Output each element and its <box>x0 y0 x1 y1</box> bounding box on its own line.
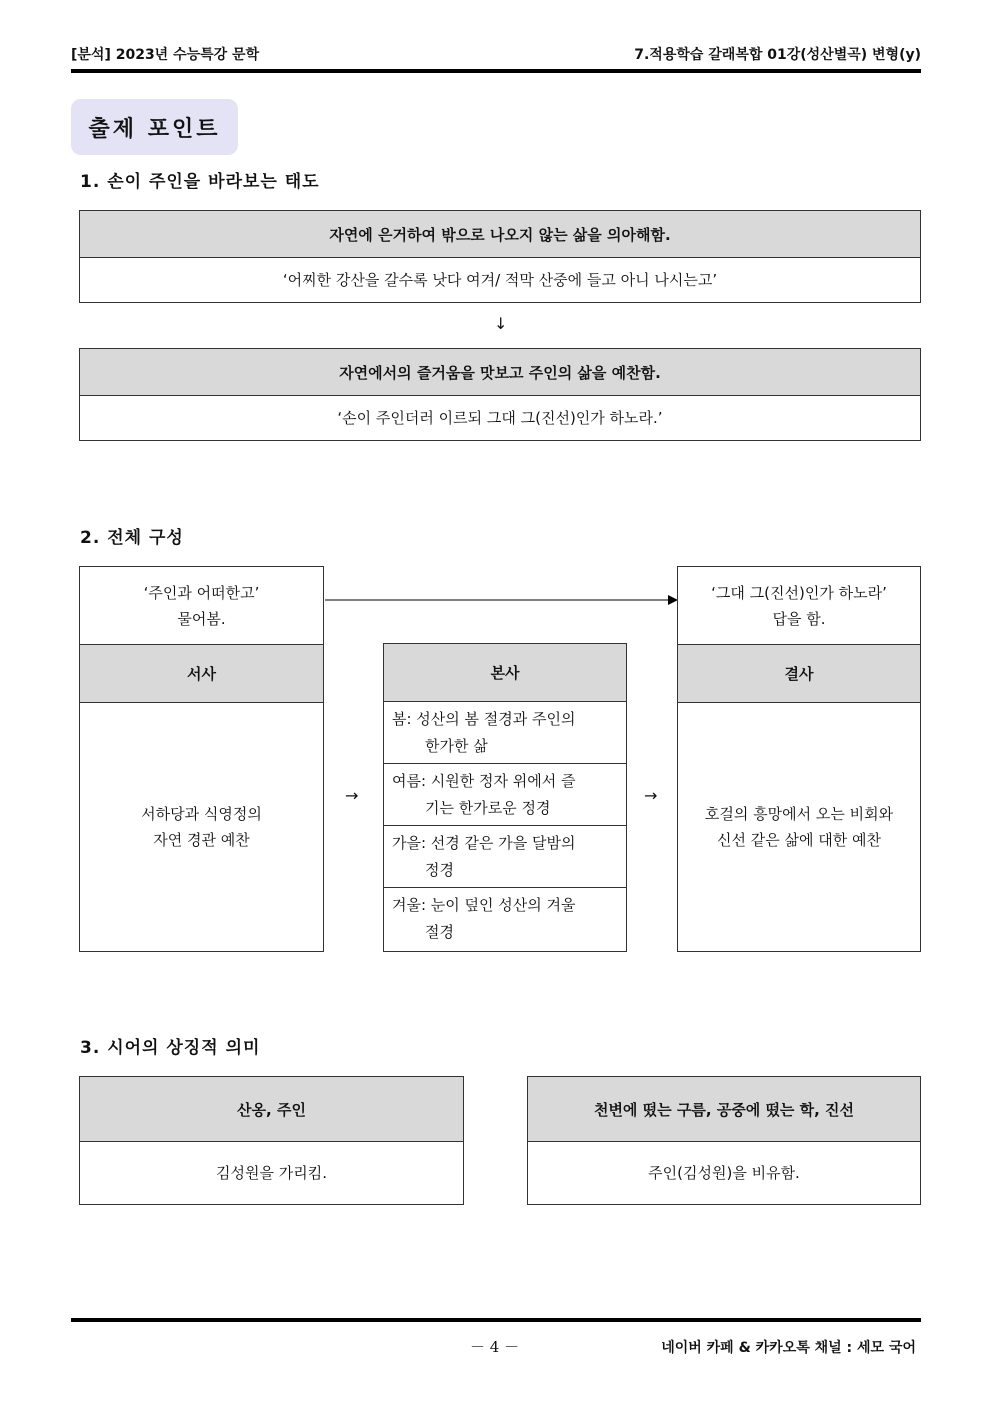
footer-rule <box>71 1318 921 1322</box>
attitude-box-1-body: ‘어찌한 강산을 갈수록 낫다 여겨/ 적막 산중에 들고 아니 나시는고’ <box>80 257 920 302</box>
bonsa-spring <box>384 702 626 764</box>
attitude-box-2-body: ‘손이 주인더러 이르되 그대 그(진선)인가 하노라.’ <box>80 395 920 440</box>
answer-line1: ‘그대 그(진선)인가 하노라’ <box>711 583 887 602</box>
answer-cell <box>678 567 920 644</box>
symbol-right-head: 천변에 떴는 구름, 공중에 떴는 학, 진선 <box>528 1077 920 1141</box>
symbol-right-body: 주인(김성원)을 비유함. <box>528 1141 920 1204</box>
arrow-seosa-bonsa: → <box>345 786 359 805</box>
seosa-column <box>79 566 324 952</box>
gyeolsa-line2: 신선 같은 삶에 대한 예찬 <box>717 831 881 849</box>
symbol-box-right <box>527 1076 921 1205</box>
question-answer-arrow <box>324 592 678 608</box>
bonsa-winter <box>384 888 626 951</box>
gyeolsa-line1: 호걸의 흥망에서 오는 비회와 <box>704 805 894 823</box>
bonsa-head: 본사 <box>384 644 626 702</box>
section2-title: 2. 전체 구성 <box>80 528 184 548</box>
header-left: [분석] 2023년 수능특강 문학 <box>71 47 260 63</box>
bonsa-summer-line1: 여름: 시원한 정자 위에서 즐 <box>392 772 576 790</box>
arrow-bonsa-gyeolsa: → <box>644 786 658 805</box>
seosa-line2: 자연 경관 예찬 <box>153 831 250 849</box>
answer-line2: 답을 함. <box>772 609 826 628</box>
seosa-body <box>80 702 323 951</box>
seosa-line1: 서하당과 식영정의 <box>141 805 262 823</box>
symbol-box-left <box>79 1076 464 1205</box>
attitude-box-2 <box>79 348 921 441</box>
section-badge: 출제 포인트 <box>71 99 238 155</box>
seosa-head: 서사 <box>80 644 323 702</box>
page-number: － 4 － <box>470 1338 520 1356</box>
gyeolsa-column <box>677 566 921 952</box>
header-rule <box>71 69 921 73</box>
bonsa-spring-line2: 한가한 삶 <box>425 737 488 755</box>
down-arrow: ↓ <box>494 314 508 333</box>
bonsa-autumn-line2: 정경 <box>425 861 454 879</box>
bonsa-summer <box>384 764 626 826</box>
attitude-box-1 <box>79 210 921 303</box>
attitude-box-2-head: 자연에서의 즐거움을 맛보고 주인의 삶을 예찬함. <box>80 349 920 395</box>
bonsa-spring-line1: 봄: 성산의 봄 절경과 주인의 <box>392 710 576 728</box>
bonsa-autumn-line1: 가을: 선경 같은 가을 달밤의 <box>392 834 576 852</box>
header-right: 7.적용학습 갈래복합 01강(성산별곡) 변형(y) <box>634 47 921 63</box>
gyeolsa-body <box>678 702 920 951</box>
question-line1: ‘주인과 어떠한고’ <box>143 583 260 602</box>
footer-right: 네이버 카페 & 카카오톡 채널 : 세모 국어 <box>661 1340 916 1356</box>
bonsa-winter-line2: 절경 <box>425 923 454 941</box>
gyeolsa-head: 결사 <box>678 644 920 702</box>
symbol-left-head: 산옹, 주인 <box>80 1077 463 1141</box>
question-cell <box>80 567 323 644</box>
bonsa-summer-line2: 기는 한가로운 정경 <box>425 799 551 817</box>
bonsa-column <box>383 643 627 952</box>
question-line2: 물어봄. <box>177 609 226 628</box>
bonsa-winter-line1: 겨울: 눈이 덮인 성산의 겨울 <box>392 896 576 914</box>
symbol-left-body: 김성원을 가리킴. <box>80 1141 463 1204</box>
section3-title: 3. 시어의 상징적 의미 <box>80 1038 261 1058</box>
bonsa-autumn <box>384 826 626 888</box>
section1-title: 1. 손이 주인을 바라보는 태도 <box>80 172 320 192</box>
attitude-box-1-head: 자연에 은거하여 밖으로 나오지 않는 삶을 의아해함. <box>80 211 920 257</box>
